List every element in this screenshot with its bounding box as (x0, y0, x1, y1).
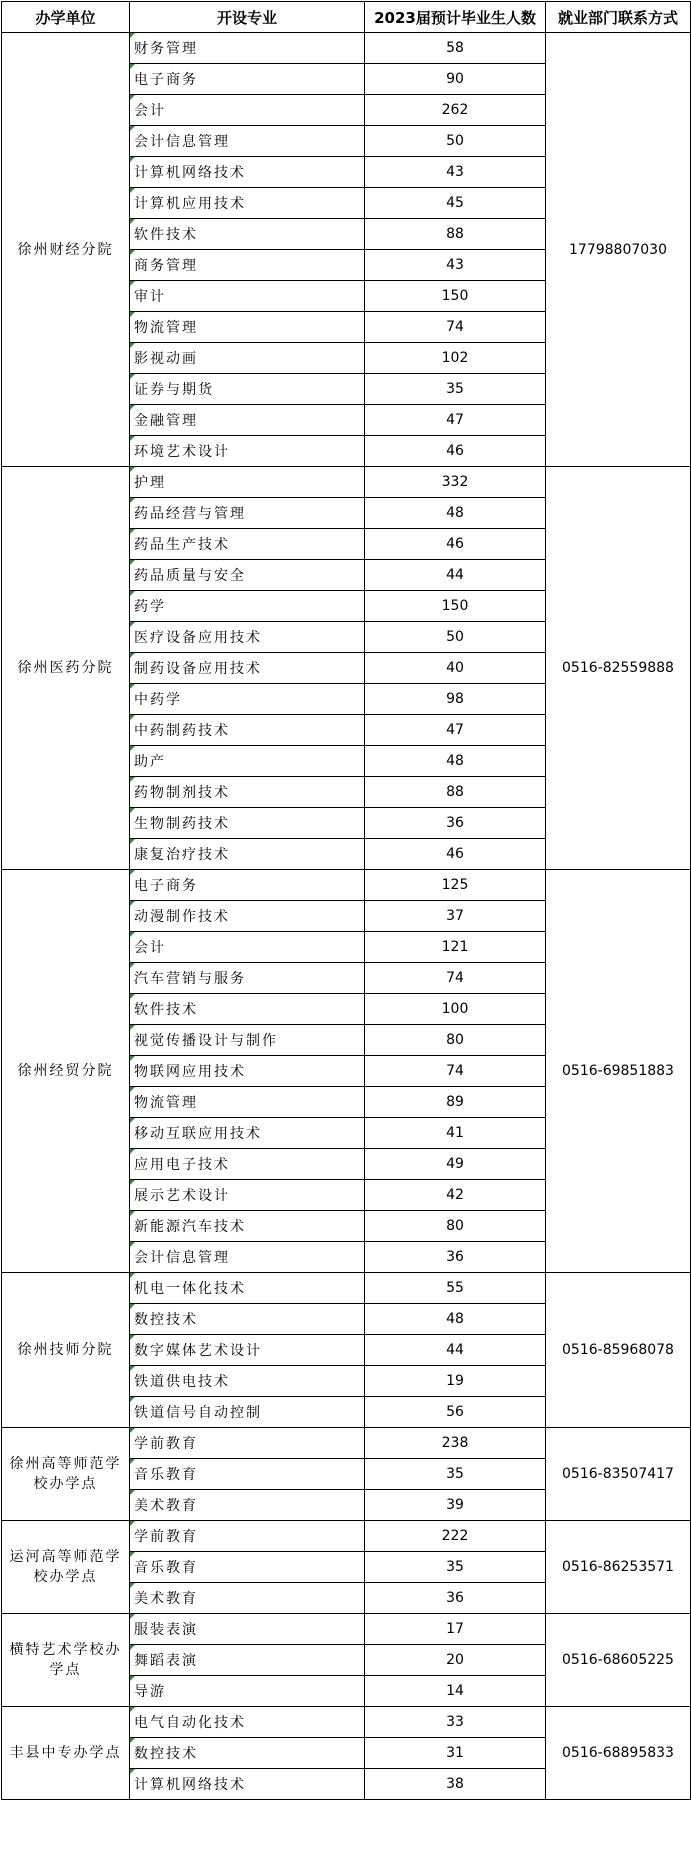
graduate-count-cell: 55 (365, 1273, 546, 1304)
major-cell: 汽车营销与服务 (130, 963, 365, 994)
major-cell: 会计 (130, 95, 365, 126)
graduate-count-cell: 35 (365, 1459, 546, 1490)
major-cell: 审计 (130, 281, 365, 312)
table-row (2, 870, 691, 901)
graduate-count-cell: 74 (365, 1056, 546, 1087)
graduate-count-cell: 35 (365, 374, 546, 405)
major-cell: 数控技术 (130, 1738, 365, 1769)
graduate-count-cell: 100 (365, 994, 546, 1025)
graduate-count-cell: 43 (365, 250, 546, 281)
major-cell: 药品经营与管理 (130, 498, 365, 529)
major-cell: 商务管理 (130, 250, 365, 281)
unit-cell: 丰县中专办学点 (2, 1707, 130, 1800)
graduate-count-cell: 43 (365, 157, 546, 188)
graduate-count-cell: 50 (365, 126, 546, 157)
graduate-count-cell: 238 (365, 1428, 546, 1459)
major-cell: 新能源汽车技术 (130, 1211, 365, 1242)
graduate-count-cell: 35 (365, 1552, 546, 1583)
major-cell: 计算机网络技术 (130, 1769, 365, 1800)
major-cell: 物流管理 (130, 1087, 365, 1118)
major-cell: 制药设备应用技术 (130, 653, 365, 684)
header-row (2, 2, 691, 33)
contact-cell: 0516-69851883 (546, 870, 691, 1273)
graduate-count-cell: 80 (365, 1025, 546, 1056)
major-cell: 服装表演 (130, 1614, 365, 1645)
graduate-count-cell: 262 (365, 95, 546, 126)
major-cell: 软件技术 (130, 219, 365, 250)
major-cell: 中药制药技术 (130, 715, 365, 746)
major-cell: 铁道供电技术 (130, 1366, 365, 1397)
graduate-count-cell: 46 (365, 529, 546, 560)
major-cell: 展示艺术设计 (130, 1180, 365, 1211)
major-cell: 数控技术 (130, 1304, 365, 1335)
major-cell: 数字媒体艺术设计 (130, 1335, 365, 1366)
table-row (2, 1707, 691, 1738)
major-cell: 音乐教育 (130, 1552, 365, 1583)
graduate-count-cell: 45 (365, 188, 546, 219)
graduate-count-cell: 33 (365, 1707, 546, 1738)
table-row (2, 467, 691, 498)
table-row (2, 1614, 691, 1645)
major-cell: 计算机应用技术 (130, 188, 365, 219)
table-row (2, 1273, 691, 1304)
graduate-count-cell: 36 (365, 808, 546, 839)
major-cell: 药品质量与安全 (130, 560, 365, 591)
graduate-count-cell: 125 (365, 870, 546, 901)
contact-cell: 17798807030 (546, 33, 691, 467)
unit-cell: 运河高等师范学校办学点 (2, 1521, 130, 1614)
graduate-count-cell: 47 (365, 715, 546, 746)
graduate-count-cell: 20 (365, 1645, 546, 1676)
major-cell: 移动互联应用技术 (130, 1118, 365, 1149)
graduate-count-cell: 44 (365, 1335, 546, 1366)
major-cell: 学前教育 (130, 1521, 365, 1552)
major-cell: 生物制药技术 (130, 808, 365, 839)
major-cell: 环境艺术设计 (130, 436, 365, 467)
major-cell: 护理 (130, 467, 365, 498)
graduate-count-cell: 88 (365, 219, 546, 250)
graduate-count-cell: 74 (365, 312, 546, 343)
graduate-count-cell: 19 (365, 1366, 546, 1397)
major-cell: 导游 (130, 1676, 365, 1707)
major-cell: 音乐教育 (130, 1459, 365, 1490)
graduate-count-cell: 14 (365, 1676, 546, 1707)
header-major: 开设专业 (130, 2, 365, 33)
unit-cell: 徐州财经分院 (2, 33, 130, 467)
graduate-count-cell: 36 (365, 1242, 546, 1273)
graduate-count-cell: 90 (365, 64, 546, 95)
graduate-count-cell: 89 (365, 1087, 546, 1118)
graduate-count-cell: 44 (365, 560, 546, 591)
graduate-count-cell: 50 (365, 622, 546, 653)
major-cell: 物联网应用技术 (130, 1056, 365, 1087)
major-cell: 助产 (130, 746, 365, 777)
major-cell: 舞蹈表演 (130, 1645, 365, 1676)
major-cell: 药物制剂技术 (130, 777, 365, 808)
major-cell: 影视动画 (130, 343, 365, 374)
graduates-table (1, 1, 691, 1800)
graduate-count-cell: 332 (365, 467, 546, 498)
unit-cell: 徐州技师分院 (2, 1273, 130, 1428)
contact-cell: 0516-68895833 (546, 1707, 691, 1800)
graduate-count-cell: 31 (365, 1738, 546, 1769)
graduate-count-cell: 46 (365, 839, 546, 870)
major-cell: 软件技术 (130, 994, 365, 1025)
graduate-count-cell: 58 (365, 33, 546, 64)
contact-cell: 0516-85968078 (546, 1273, 691, 1428)
unit-cell: 徐州高等师范学校办学点 (2, 1428, 130, 1521)
table-body (2, 33, 691, 1800)
unit-cell: 徐州经贸分院 (2, 870, 130, 1273)
major-cell: 视觉传播设计与制作 (130, 1025, 365, 1056)
major-cell: 财务管理 (130, 33, 365, 64)
major-cell: 证券与期货 (130, 374, 365, 405)
graduate-count-cell: 80 (365, 1211, 546, 1242)
major-cell: 医疗设备应用技术 (130, 622, 365, 653)
graduate-count-cell: 38 (365, 1769, 546, 1800)
graduate-count-cell: 56 (365, 1397, 546, 1428)
graduate-count-cell: 40 (365, 653, 546, 684)
header-count: 2023届预计毕业生人数 (365, 2, 546, 33)
major-cell: 会计信息管理 (130, 126, 365, 157)
table-row (2, 1521, 691, 1552)
graduate-count-cell: 41 (365, 1118, 546, 1149)
major-cell: 药品生产技术 (130, 529, 365, 560)
unit-cell: 横特艺术学校办学点 (2, 1614, 130, 1707)
contact-cell: 0516-82559888 (546, 467, 691, 870)
graduate-count-cell: 74 (365, 963, 546, 994)
major-cell: 药学 (130, 591, 365, 622)
graduate-count-cell: 48 (365, 498, 546, 529)
major-cell: 物流管理 (130, 312, 365, 343)
table-row (2, 1428, 691, 1459)
major-cell: 动漫制作技术 (130, 901, 365, 932)
contact-cell: 0516-83507417 (546, 1428, 691, 1521)
major-cell: 计算机网络技术 (130, 157, 365, 188)
major-cell: 电气自动化技术 (130, 1707, 365, 1738)
major-cell: 电子商务 (130, 64, 365, 95)
graduate-count-cell: 48 (365, 746, 546, 777)
header-unit: 办学单位 (2, 2, 130, 33)
graduate-count-cell: 88 (365, 777, 546, 808)
graduate-count-cell: 48 (365, 1304, 546, 1335)
graduate-count-cell: 39 (365, 1490, 546, 1521)
graduate-count-cell: 121 (365, 932, 546, 963)
major-cell: 会计 (130, 932, 365, 963)
graduate-count-cell: 47 (365, 405, 546, 436)
graduate-count-cell: 150 (365, 281, 546, 312)
major-cell: 康复治疗技术 (130, 839, 365, 870)
major-cell: 学前教育 (130, 1428, 365, 1459)
major-cell: 会计信息管理 (130, 1242, 365, 1273)
graduate-count-cell: 49 (365, 1149, 546, 1180)
contact-cell: 0516-68605225 (546, 1614, 691, 1707)
graduate-count-cell: 42 (365, 1180, 546, 1211)
major-cell: 机电一体化技术 (130, 1273, 365, 1304)
header-contact: 就业部门联系方式 (546, 2, 691, 33)
graduate-count-cell: 17 (365, 1614, 546, 1645)
graduate-count-cell: 46 (365, 436, 546, 467)
graduate-count-cell: 36 (365, 1583, 546, 1614)
major-cell: 电子商务 (130, 870, 365, 901)
major-cell: 铁道信号自动控制 (130, 1397, 365, 1428)
major-cell: 美术教育 (130, 1490, 365, 1521)
graduate-count-cell: 37 (365, 901, 546, 932)
major-cell: 美术教育 (130, 1583, 365, 1614)
major-cell: 应用电子技术 (130, 1149, 365, 1180)
graduate-count-cell: 150 (365, 591, 546, 622)
graduate-count-cell: 222 (365, 1521, 546, 1552)
major-cell: 金融管理 (130, 405, 365, 436)
table-row (2, 33, 691, 64)
major-cell: 中药学 (130, 684, 365, 715)
graduate-count-cell: 98 (365, 684, 546, 715)
graduate-count-cell: 102 (365, 343, 546, 374)
unit-cell: 徐州医药分院 (2, 467, 130, 870)
contact-cell: 0516-86253571 (546, 1521, 691, 1614)
